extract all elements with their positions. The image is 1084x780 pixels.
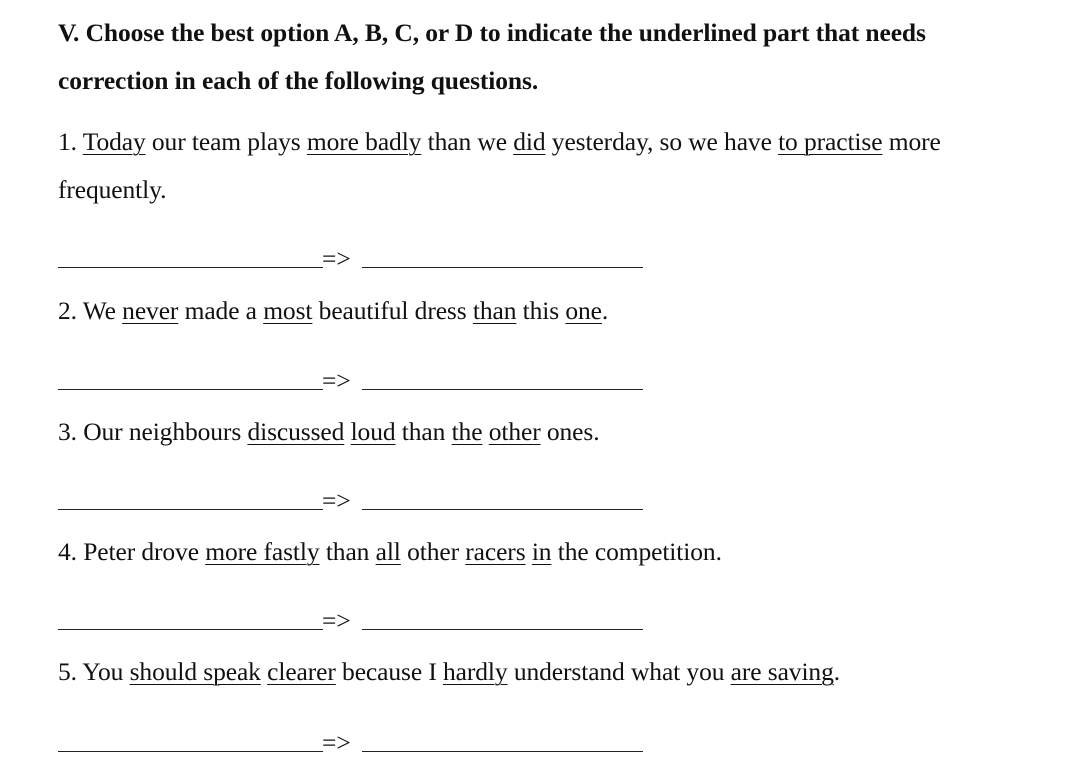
text-segment: yesterday, so we have: [545, 127, 779, 156]
text-segment: other: [400, 537, 466, 566]
answer-blank-wrong-part[interactable]: [58, 267, 323, 268]
text-segment: 1.: [58, 127, 83, 156]
text-segment: 2. We: [58, 296, 123, 325]
underlined-segment: most: [263, 296, 313, 325]
question-4-line-1: [58, 537, 722, 567]
arrow-icon: =>: [322, 605, 351, 635]
underlined-segment: discussed: [247, 417, 345, 446]
answer-blank-correction[interactable]: [362, 267, 643, 268]
answer-blank-wrong-part[interactable]: [58, 509, 323, 510]
answer-blank-correction[interactable]: [362, 629, 643, 630]
underlined-segment: one: [565, 296, 602, 325]
text-segment: this: [516, 296, 566, 325]
arrow-icon: =>: [322, 485, 351, 515]
text-segment: 5. You: [58, 657, 130, 686]
arrow-icon: =>: [322, 365, 351, 395]
underlined-segment: Today: [82, 127, 146, 156]
text-segment: beautiful dress: [312, 296, 473, 325]
underlined-segment: should speak: [129, 657, 261, 686]
text-segment: than we: [421, 127, 514, 156]
underlined-segment: clearer: [267, 657, 336, 686]
answer-row-1: [58, 238, 658, 273]
instruction-line-1: V. Choose the best option A, B, C, or D to indicate the underlined part that needs: [58, 18, 926, 47]
answer-row-2: [58, 360, 658, 395]
underlined-segment: more badly: [306, 127, 422, 156]
instruction-line-2: correction in each of the following questions.: [58, 66, 539, 95]
arrow-icon: =>: [322, 243, 351, 273]
text-segment: our team plays: [145, 127, 307, 156]
underlined-segment: never: [122, 296, 179, 325]
text-segment: frequently.: [58, 175, 167, 204]
question-3-line-1: [58, 417, 600, 447]
text-segment: understand what you: [507, 657, 731, 686]
underlined-segment: racers: [465, 537, 526, 566]
answer-row-5: [58, 722, 658, 757]
underlined-segment: in: [531, 537, 552, 566]
text-segment: the competition.: [551, 537, 722, 566]
text-segment: made a: [178, 296, 264, 325]
underlined-segment: did: [513, 127, 546, 156]
question-2-line-1: [58, 296, 608, 326]
underlined-segment: other: [488, 417, 541, 446]
answer-row-3: [58, 480, 658, 515]
answer-row-4: [58, 600, 658, 635]
underlined-segment: loud: [350, 417, 396, 446]
underlined-segment: hardly: [443, 657, 508, 686]
text-segment: more: [882, 127, 941, 156]
text-segment: because I: [335, 657, 443, 686]
text-segment: than: [395, 417, 452, 446]
text-segment: 4. Peter drove: [58, 537, 206, 566]
arrow-icon: =>: [322, 727, 351, 757]
question-1-line-1: [58, 127, 941, 157]
underlined-segment: the: [451, 417, 483, 446]
underlined-segment: to practise: [778, 127, 883, 156]
question-5-line-1: [58, 657, 840, 687]
answer-blank-wrong-part[interactable]: [58, 751, 323, 752]
text-segment: 3. Our neighbours: [58, 417, 248, 446]
text-segment: .: [833, 657, 841, 686]
text-segment: than: [319, 537, 376, 566]
answer-blank-correction[interactable]: [362, 751, 643, 752]
underlined-segment: more fastly: [205, 537, 320, 566]
question-1-line-2: [58, 175, 166, 205]
answer-blank-correction[interactable]: [362, 509, 643, 510]
underlined-segment: than: [472, 296, 517, 325]
text-segment: .: [601, 296, 609, 325]
text-segment: ones.: [540, 417, 600, 446]
answer-blank-correction[interactable]: [362, 389, 643, 390]
answer-blank-wrong-part[interactable]: [58, 629, 323, 630]
underlined-segment: all: [375, 537, 401, 566]
answer-blank-wrong-part[interactable]: [58, 389, 323, 390]
underlined-segment: are saving: [730, 657, 834, 686]
